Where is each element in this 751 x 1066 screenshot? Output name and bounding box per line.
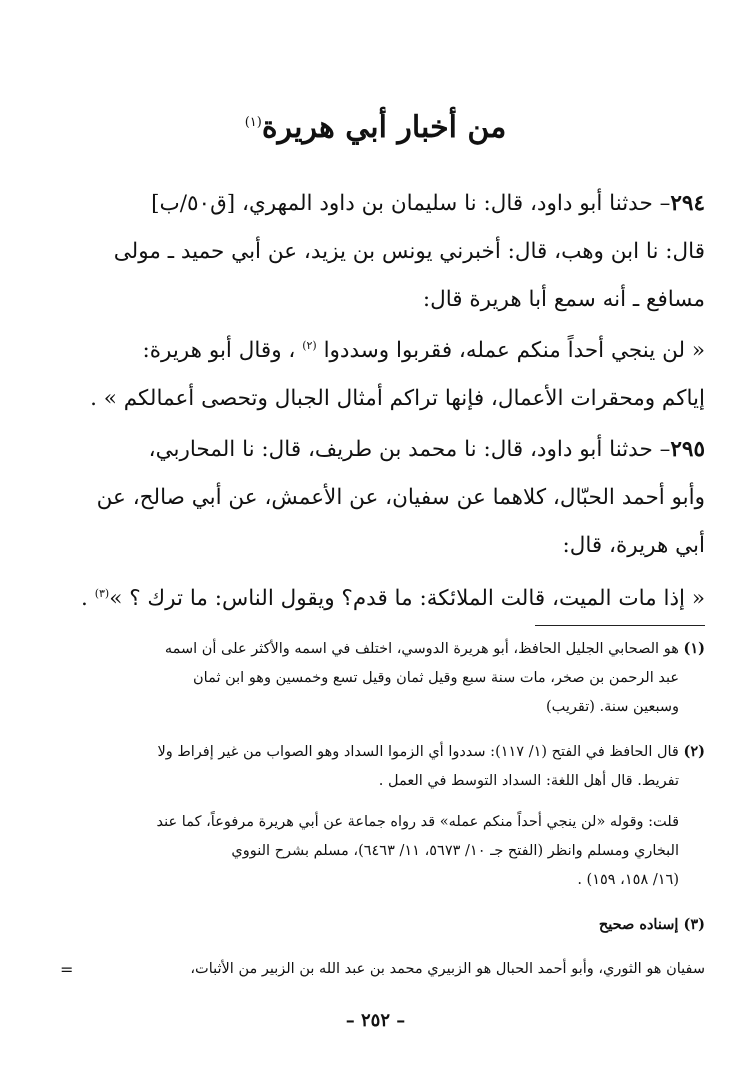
footnote-3-text: إسناده صحيح	[598, 916, 679, 933]
footnote-1-line-2: عبد الرحمن بن صخر، مات سنة سبع وقيل ثمان وقيل تسع وخمسين وهو ابن ثمان	[193, 670, 679, 686]
footnote-2-line-1	[41, 737, 705, 767]
footnote-3-mark: (٣)	[683, 916, 705, 933]
hadith-295-line-1	[45, 426, 705, 474]
footnote-1-line-3: وسبعين سنة. (تقريب)	[545, 699, 679, 715]
hadith-295-isnad	[45, 426, 705, 570]
hadith-294-isnad	[45, 180, 705, 324]
footnote-2-line-3: قلت: وقوله «لن ينجي أحداً منكم عمله» قد رواه جماعة عن أبي هريرة مرفوعاً، كما عند	[156, 814, 679, 830]
footnote-separator	[535, 625, 705, 626]
footnote-2-line-5: (١٦/ ١٥٨، ١٥٩) .	[577, 872, 679, 888]
footnote-2-line-2: تفريط. قال أهل اللغة: السداد التوسط في العمل .	[378, 773, 679, 789]
footnote-3-line	[41, 910, 705, 939]
footnote-2-line-1-text: قال الحافظ في الفتح (١/ ١١٧): سددوا أي الزموا السداد وهو الصواب من غير إفراط ولا	[157, 744, 679, 760]
footnote-2-mark: (٢)	[683, 743, 705, 760]
matn-294-line-2: إياكم ومحقرات الأعمال، فإنها تراكم أمثال الجبال وتحصى أعمالكم » .	[90, 386, 705, 412]
footnote-2-comment	[41, 808, 705, 895]
footnote-2	[41, 737, 705, 796]
chapter-title-text: من أخبار أبي هريرة	[261, 110, 507, 145]
matn-295-text: « إذا مات الميت، قالت الملائكة: ما قدم؟ ويقول الناس: ما ترك ؟ »	[109, 586, 705, 612]
hadith-294-matn	[45, 322, 705, 423]
matn-294-line-1	[45, 322, 705, 375]
hadith-295-line-2: وأبو أحمد الحبّال، كلاهما عن سفيان، عن الأعمش، عن أبي صالح، عن	[96, 485, 705, 510]
footnote-3	[41, 910, 705, 939]
hadith-295-line-3: أبي هريرة، قال:	[562, 533, 705, 558]
continuation-mark: =	[60, 960, 74, 979]
hadith-294-line-3: مسافع ـ أنه سمع أبا هريرة قال:	[422, 287, 705, 312]
footnote-1	[41, 634, 705, 722]
matn-294-line-1-b: ، وقال أبو هريرة:	[142, 338, 296, 364]
hadith-294-line-2: قال: نا ابن وهب، قال: أخبرني يونس بن يزيد، عن أبي حميد ـ مولى	[113, 239, 705, 264]
footnote-1-mark: (١)	[683, 640, 705, 657]
hadith-294-number: ٢٩٤	[670, 191, 705, 216]
page-number: – ٢٥٢ –	[345, 1010, 406, 1031]
hadith-295-line-1-text: – حدثنا أبو داود، قال: نا محمد بن طريف، قال: نا المحاربي،	[148, 437, 671, 462]
footnote-2-line-4: البخاري ومسلم وانظر (الفتح جـ ١٠/ ٥٦٧٣، ١١/ ٦٤٦٣)، مسلم بشرح النووي	[231, 843, 679, 859]
footnote-continuation	[41, 955, 705, 984]
matn-294-line-1-a: « لن ينجي أحداً منكم عمله، فقربوا وسددوا	[323, 338, 705, 364]
hadith-294-line-1	[45, 180, 705, 228]
hadith-294-line-1-text: – حدثنا أبو داود، قال: نا سليمان بن داود المهري، [ق٥٠/ب]	[151, 191, 671, 216]
footnote-continuation-text: سفيان هو الثوري، وأبو أحمد الحبال هو الزبيري محمد بن عبد الله بن الزبير من الأثبات،	[190, 961, 705, 977]
chapter-title	[0, 100, 751, 151]
footnote-1-line-1-text: هو الصحابي الجليل الحافظ، أبو هريرة الدوسي، اختلف في اسمه والأكثر على أن اسمه	[164, 641, 679, 657]
matn-295-line-1	[45, 570, 705, 623]
matn-295-footnote-ref: (٣)	[94, 587, 110, 600]
footnote-1-line-1	[41, 634, 705, 664]
chapter-title-footnote-ref: (١)	[244, 115, 262, 130]
hadith-295-matn	[45, 570, 705, 623]
matn-295-end: .	[81, 586, 95, 612]
matn-294-footnote-ref: (٢)	[302, 339, 317, 352]
hadith-295-number: ٢٩٥	[670, 437, 705, 462]
